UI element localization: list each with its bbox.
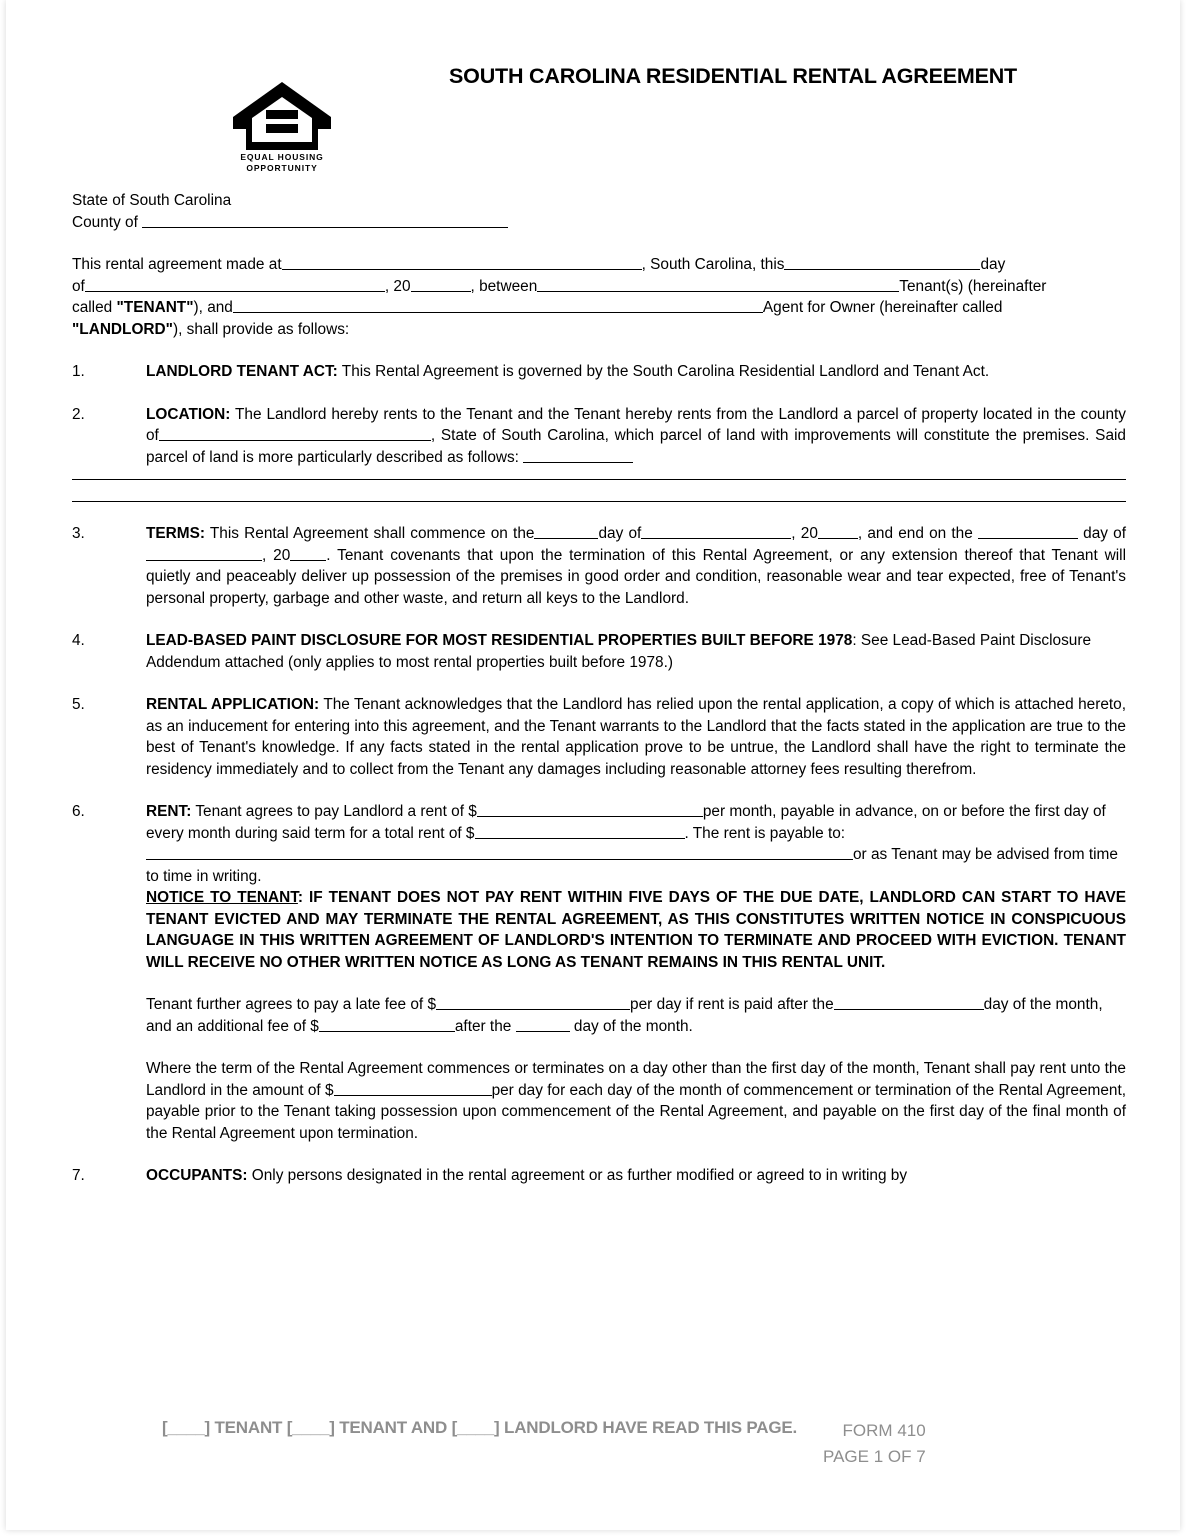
section-6-heading: RENT: bbox=[146, 803, 192, 820]
section-2-heading: LOCATION: bbox=[146, 405, 231, 423]
state-line: State of South Carolina bbox=[72, 192, 232, 209]
section-6-p2-e: day of the month. bbox=[573, 1017, 693, 1035]
intro-text-provide-follows: ), shall provide as follows: bbox=[172, 320, 350, 338]
spacer bbox=[146, 973, 1126, 994]
county-label: County of bbox=[72, 213, 138, 231]
intro-blank-day[interactable] bbox=[784, 256, 980, 270]
spacer bbox=[72, 233, 1126, 254]
section-3-text-d: , and end on the bbox=[857, 525, 973, 542]
document-footer bbox=[72, 1418, 1134, 1470]
intro-blank-city[interactable] bbox=[282, 256, 642, 270]
section-5-text: The Tenant acknowledges that the Landlord has relied upon the rental application, a copy of which is attached hereto, as an inducement for entering into this agreement, and the Tenant warrants to the Landlord that the facts stated in the application are true to the best of Tenant's knowledge. If any facts stated in the rental application prove to be untrue, the Landlord shall have the right to terminate the residency immediately and to collect from the Tenant any damages including reasonable attorney fees resulting therefrom. bbox=[146, 696, 1127, 778]
section-7-heading: OCCUPANTS: bbox=[146, 1167, 248, 1184]
section-3-body bbox=[146, 523, 1126, 609]
section-6-p2-a: Tenant further agrees to pay a late fee of $ bbox=[146, 996, 437, 1013]
section-3-text-e: day of bbox=[1083, 525, 1126, 542]
logo-caption-line2: OPPORTUNITY bbox=[246, 162, 318, 173]
section-6-blank-additional-fee[interactable] bbox=[319, 1018, 455, 1032]
section-7-body bbox=[146, 1165, 1126, 1187]
section-3-text-b: day of bbox=[598, 525, 642, 542]
notice-to-tenant-text: : IF TENANT DOES NOT PAY RENT WITHIN FIVE DAYS OF THE DUE DATE, LANDLORD CAN START TO HAVE TENANT EVICTED AND MAY TERMINATE THE RENTAL AGREEMENT, AS THIS CONSTITUTES WRITTEN NOTICE IN CONSPICUOUS LANGUAGE IN THIS WRITTEN AGREEMENT OF LANDLORD'S INTENTION TO TERMINATE AND PROCEED WITH EVICTION. TENANT WILL RECEIVE NO OTHER WRITTEN NOTICE AS LONG AS TENANT REMAINS IN THIS RENTAL UNIT. bbox=[146, 889, 1126, 971]
section-6-p1-a: Tenant agrees to pay Landlord a rent of $ bbox=[191, 803, 477, 820]
spacer bbox=[72, 502, 1126, 523]
intro-text-made-at: This rental agreement made at bbox=[72, 256, 282, 273]
section-4-number: 4. bbox=[72, 632, 85, 649]
section-2-number: 2. bbox=[72, 405, 85, 423]
intro-line-3 bbox=[72, 297, 1126, 319]
section-6-notice-to-tenant bbox=[146, 887, 1126, 973]
page-title: SOUTH CAROLINA RESIDENTIAL RENTAL AGREEMENT bbox=[449, 64, 1017, 88]
section-3-heading: TERMS: bbox=[146, 525, 205, 542]
intro-line-4 bbox=[72, 319, 1126, 341]
logo-caption-line1: EQUAL HOUSING bbox=[240, 152, 324, 162]
section-5-body bbox=[146, 694, 1126, 780]
section-1-text: This Rental Agreement is governed by the South Carolina Residential Landlord and Tenant Act. bbox=[337, 363, 990, 380]
county-blank[interactable] bbox=[142, 214, 508, 228]
section-4 bbox=[72, 630, 1126, 673]
intro-text-day: day bbox=[980, 256, 1006, 273]
section-3-blank-start-year[interactable] bbox=[818, 525, 858, 539]
intro-tenant-term: "TENANT" bbox=[116, 299, 194, 316]
section-5-number: 5. bbox=[72, 696, 85, 713]
section-3-blank-end-year[interactable] bbox=[290, 547, 326, 561]
intro-line-2 bbox=[72, 276, 1126, 298]
section-2-text-a: The Landlord hereby rents to the Tenant and the Tenant hereby rents from the Landlord a parcel of property located in the county of bbox=[146, 405, 1126, 444]
notice-to-tenant-label: NOTICE TO TENANT bbox=[146, 889, 298, 906]
equal-housing-opportunity-logo bbox=[230, 80, 334, 172]
section-1 bbox=[72, 361, 1126, 383]
intro-text-of: of bbox=[72, 277, 85, 295]
section-6-blank-per-diem[interactable] bbox=[334, 1082, 492, 1096]
paper-sheet bbox=[6, 0, 1180, 1530]
section-6-p1-b: per month, payable in advance, on or before the first day of every month during said term for a total rent of $ bbox=[146, 803, 1106, 842]
section-4-body bbox=[146, 630, 1126, 673]
section-6-blank-monthly-rent[interactable] bbox=[477, 803, 703, 817]
footer-page-number: PAGE 1 OF 7 bbox=[823, 1447, 926, 1466]
section-6-blank-payable-to[interactable] bbox=[146, 846, 853, 860]
section-6-p2-b: per day if rent is paid after the bbox=[630, 996, 834, 1013]
house-icon bbox=[230, 80, 334, 152]
section-5-heading: RENTAL APPLICATION: bbox=[146, 696, 320, 713]
spacer bbox=[72, 340, 1126, 361]
section-1-body bbox=[146, 361, 1126, 383]
document-body bbox=[72, 190, 1126, 1187]
section-2-body bbox=[146, 404, 1126, 469]
footer-read-acknowledgement: [____] TENANT [____] TENANT AND [____] LANDLORD HAVE READ THIS PAGE. bbox=[162, 1418, 798, 1437]
section-6-paragraph-3 bbox=[146, 1058, 1126, 1144]
section-6 bbox=[72, 801, 1126, 1144]
section-6-blank-late-day[interactable] bbox=[834, 996, 984, 1010]
intro-text-called: called bbox=[72, 299, 117, 316]
section-3-text-c: , 20 bbox=[791, 525, 818, 542]
section-1-heading: LANDLORD TENANT ACT: bbox=[146, 363, 338, 380]
section-1-number: 1. bbox=[72, 363, 85, 380]
section-3-number: 3. bbox=[72, 525, 85, 542]
section-6-body bbox=[146, 801, 1126, 1144]
section-3-text-a: This Rental Agreement shall commence on the bbox=[205, 525, 535, 542]
intro-blank-tenant[interactable] bbox=[537, 278, 899, 292]
section-6-p3-b: per day for each day of the month of commencement or termination of the Rental Agreement, payable prior to the Tenant taking possession upon commencement of the Rental Agreement, and payable on the first day of the final month of the Rental Agreement upon termination. bbox=[146, 1081, 1126, 1142]
section-2-text-b: , State of South Carolina, which parcel of land with improvements will constitute the premises. Said parcel of land is more particularly described as follows: bbox=[146, 427, 1126, 466]
footer-meta bbox=[823, 1418, 926, 1470]
section-6-paragraph-1 bbox=[146, 801, 1126, 887]
intro-blank-agent[interactable] bbox=[233, 299, 763, 313]
intro-blank-year[interactable] bbox=[411, 278, 471, 292]
section-7-text: Only persons designated in the rental agreement or as further modified or agreed to in writing by bbox=[247, 1167, 908, 1184]
section-7-number: 7. bbox=[72, 1167, 85, 1184]
section-6-p1-d: or as Tenant may be advised from time to time in writing. bbox=[146, 846, 1118, 885]
section-7 bbox=[72, 1165, 1126, 1187]
intro-landlord-term: "LANDLORD" bbox=[72, 320, 173, 338]
section-5 bbox=[72, 694, 1126, 780]
spacer bbox=[146, 1037, 1126, 1058]
section-6-blank-late-fee[interactable] bbox=[436, 996, 630, 1010]
section-6-number: 6. bbox=[72, 803, 85, 820]
spacer bbox=[72, 780, 1126, 801]
section-3-text-f: , 20 bbox=[262, 546, 291, 564]
section-6-paragraph-2 bbox=[146, 994, 1126, 1037]
spacer bbox=[72, 609, 1126, 630]
spacer bbox=[72, 1144, 1126, 1165]
intro-line-1 bbox=[72, 254, 1126, 276]
footer-row bbox=[72, 1418, 1134, 1470]
section-3-blank-end-month[interactable] bbox=[146, 547, 262, 561]
section-6-p3-a: Where the term of the Rental Agreement commences or terminates on a day other than the first day of the month, Tenant shall pay rent unto the Landlord in the amount of $ bbox=[146, 1060, 1126, 1099]
intro-text-between: , between bbox=[470, 277, 538, 295]
spacer bbox=[72, 673, 1126, 694]
intro-text-agent-owner: Agent for Owner (hereinafter called bbox=[762, 299, 1003, 316]
section-6-p2-d: after the bbox=[454, 1017, 512, 1035]
section-3 bbox=[72, 523, 1126, 609]
section-2-blank-desc[interactable] bbox=[523, 449, 633, 463]
county-line bbox=[72, 212, 1126, 234]
section-6-blank-additional-day[interactable] bbox=[516, 1018, 570, 1032]
section-3-blank-start-month[interactable] bbox=[641, 525, 791, 539]
section-3-blank-start-day[interactable] bbox=[534, 525, 598, 539]
footer-form-number: FORM 410 bbox=[842, 1421, 926, 1440]
section-3-blank-end-day[interactable] bbox=[978, 525, 1078, 539]
document-header bbox=[6, 0, 1180, 190]
section-6-p1-c: . The rent is payable to: bbox=[684, 824, 846, 842]
section-2-blank-county[interactable] bbox=[159, 427, 431, 441]
intro-text-sc-this: , South Carolina, this bbox=[641, 256, 785, 273]
section-4-text: : See Lead-Based Paint Disclosure Addendum attached (only applies to most rental properties built before 1978.) bbox=[146, 632, 1092, 671]
intro-blank-month[interactable] bbox=[85, 278, 385, 292]
intro-text-20: , 20 bbox=[384, 277, 411, 295]
section-4-heading: LEAD-BASED PAINT DISCLOSURE FOR MOST RESIDENTIAL PROPERTIES BUILT BEFORE 1978 bbox=[146, 632, 853, 649]
intro-text-tenants: Tenant(s) (hereinafter bbox=[899, 277, 1047, 295]
spacer bbox=[72, 480, 1126, 501]
section-6-blank-total-rent[interactable] bbox=[475, 825, 685, 839]
spacer bbox=[72, 383, 1126, 404]
section-6-p2-c: day of the month, and an additional fee of $ bbox=[146, 996, 1103, 1035]
section-2 bbox=[72, 404, 1126, 469]
section-3-text-g: . Tenant covenants that upon the termination of this Rental Agreement, or any extension thereof that Tenant will quietly and peaceably deliver up possession of the premises in good order and condition, reasonable wear and tear expected, free of Tenant's personal property, garbage and other waste, and return all keys to the Landlord. bbox=[146, 546, 1126, 607]
spacer bbox=[72, 468, 1126, 479]
intro-text-and: ), and bbox=[193, 299, 233, 316]
